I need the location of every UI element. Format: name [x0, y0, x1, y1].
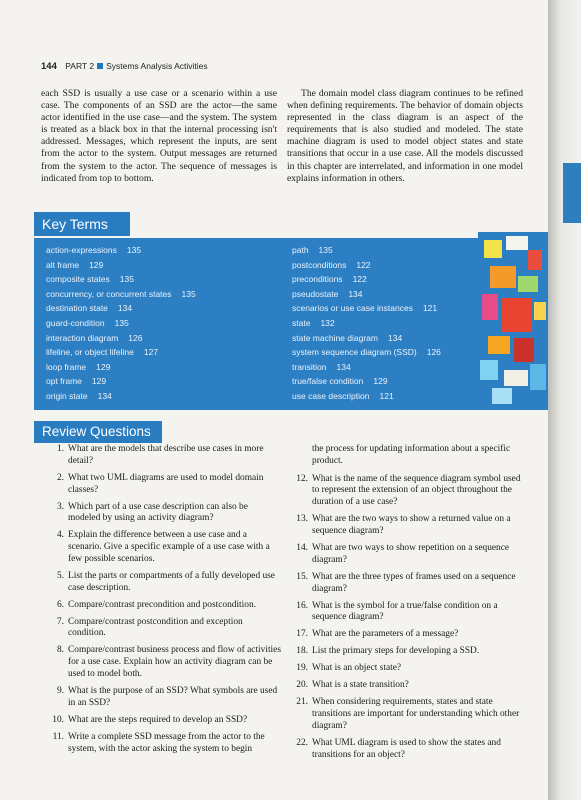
- key-term-item: [46, 301, 196, 316]
- review-question: [294, 601, 526, 625]
- key-term-page: 135: [119, 274, 134, 285]
- key-term: origin state: [46, 390, 88, 401]
- key-terms-list-right: [292, 243, 441, 404]
- key-term-item: [46, 360, 196, 375]
- key-term: postconditions: [292, 259, 347, 270]
- question-number: 4.: [56, 530, 64, 541]
- key-term-page: 135: [126, 245, 142, 255]
- question-text: What is a state transition?: [312, 680, 409, 691]
- key-term-item: [46, 243, 196, 258]
- running-header: [41, 61, 208, 72]
- key-term-item: [46, 389, 196, 404]
- key-term: alt frame: [46, 259, 80, 270]
- review-question: [50, 444, 282, 468]
- key-term-item: [292, 360, 441, 375]
- review-question: [294, 629, 526, 641]
- review-question: [50, 530, 282, 565]
- question-text: What is an object state?: [312, 663, 402, 674]
- question-text: What are the two ways to show a returned value on a sequence diagram?: [312, 514, 511, 536]
- question-number: 22.: [296, 737, 308, 748]
- key-term: concurrency, or concurrent states: [46, 288, 172, 299]
- question-number: 9.: [56, 686, 64, 697]
- question-text: What are two ways to show repetition on a sequence diagram?: [312, 542, 510, 565]
- question-text: What is the symbol for a true/false condition on a sequence diagram?: [312, 600, 498, 623]
- key-term-item: [292, 301, 441, 316]
- key-term-page: 122: [352, 274, 367, 285]
- question-text: What are the models that describe use cases in more detail?: [68, 444, 264, 466]
- question-number: 15.: [296, 571, 308, 582]
- question-text: What is the name of the sequence diagram symbol used to represent the extension of an object throughout the duration of a use case?: [312, 473, 521, 508]
- question-text: What two UML diagrams are used to model domain classes?: [68, 472, 264, 495]
- review-question: [50, 571, 282, 595]
- question-text: List the primary steps for developing a SSD.: [312, 646, 480, 657]
- question-number: 21.: [296, 697, 308, 708]
- key-term-page: 121: [379, 390, 394, 401]
- key-term-page: 121: [422, 303, 438, 314]
- key-term: guard-condition: [46, 317, 105, 328]
- key-term: loop frame: [46, 361, 87, 372]
- question-text: What UML diagram is used to show the states and transitions for an object?: [312, 737, 501, 760]
- key-term-page: 135: [114, 317, 129, 328]
- review-question: [50, 715, 282, 727]
- question-text: What is the purpose of an SSD? What symbols are used in an SSD?: [68, 686, 278, 708]
- facing-page-edge: [548, 0, 581, 800]
- key-term-page: 134: [97, 390, 112, 401]
- key-term-item: [292, 287, 441, 302]
- key-term-page: 132: [320, 317, 335, 328]
- key-term: scenarios or use case instances: [292, 303, 413, 314]
- review-question: [50, 502, 282, 526]
- review-question: [294, 738, 526, 762]
- review-question: [50, 732, 282, 756]
- review-question: [50, 645, 282, 680]
- page-number: 144: [41, 61, 57, 72]
- key-term-page: 134: [336, 361, 351, 372]
- review-question: [294, 646, 526, 658]
- key-term-page: 126: [426, 347, 441, 358]
- question-text: Which part of a use case description can also be modeled by using an activity diagram?: [68, 501, 248, 524]
- question-number: 17.: [296, 629, 308, 640]
- key-term-item: [292, 316, 441, 331]
- key-term-page: 129: [91, 376, 107, 387]
- review-questions-list-left: [50, 444, 282, 761]
- key-term-item: [292, 331, 441, 346]
- key-term-item: [292, 243, 441, 258]
- question-text: When considering requirements, states and state transitions are important for understanding which other diagram?: [312, 697, 520, 731]
- review-question: [50, 473, 282, 497]
- key-terms-list-left: [46, 243, 196, 404]
- review-question: [50, 617, 282, 641]
- question-number: 16.: [296, 600, 308, 611]
- review-questions-title: Review Questions: [34, 421, 162, 443]
- question-text: Compare/contrast postcondition and exception condition.: [68, 616, 243, 639]
- question-number: 6.: [56, 599, 64, 610]
- section-label: Systems Analysis Activities: [106, 61, 208, 71]
- question-number: 11.: [52, 731, 64, 742]
- key-term-item: [46, 258, 196, 273]
- key-term: state machine diagram: [292, 332, 378, 343]
- key-term: destination state: [46, 303, 108, 314]
- key-term-page: 122: [356, 259, 371, 270]
- key-term-item: [46, 331, 196, 346]
- question-text: What are the steps required to develop an SSD?: [68, 714, 248, 725]
- key-term-page: 135: [181, 288, 196, 299]
- key-term-page: 127: [143, 347, 159, 358]
- question-number: 13.: [296, 514, 308, 525]
- key-term: true/false condition: [292, 376, 364, 387]
- review-question: [294, 474, 526, 509]
- key-term-item: [292, 389, 441, 404]
- right-paragraph: The domain model class diagram continues to be refined when defining requirements. The behavior of domain objects represented in the class diagram is an aspect of the requirements that is also studied and modeled. The state machine diagram is used to model object states and state transitions that occur in a use case. All the models discussed in this chapter are interrelated, and information in one model explains information in others.: [287, 88, 523, 184]
- question-continuation: the process for updating information about a specific product.: [312, 444, 511, 466]
- question-text: List the parts or compartments of a fully developed use case description.: [68, 570, 275, 593]
- key-term: lifeline, or object lifeline: [46, 347, 134, 358]
- key-term: composite states: [46, 274, 110, 285]
- key-term-item: [292, 258, 441, 273]
- question-number: 12.: [296, 473, 308, 484]
- question-number: 8.: [56, 645, 64, 656]
- key-term-item: [46, 316, 196, 331]
- review-question: [294, 514, 526, 538]
- question-number: 20.: [296, 680, 308, 691]
- key-term-page: 134: [348, 288, 363, 299]
- key-term-item: [292, 345, 441, 360]
- decorative-mosaic-image: [478, 232, 548, 410]
- left-paragraph: each SSD is usually a use case or a scenario within a use case. The components of an SSD are the actor—the same actor identified in the use case—and the system. The system is treated as a black box in that the internal processing isn't addressed. Messages, which represent the inputs, are sent from the actor to the system. Output messages are returned from the system to the actor. The sequence of messages is indicated from top to bottom.: [41, 88, 277, 184]
- review-question: [50, 600, 282, 612]
- question-number: 7.: [56, 616, 64, 627]
- review-question: [294, 697, 526, 732]
- key-term: system sequence diagram (SSD): [292, 347, 417, 358]
- review-questions-list-right: [294, 444, 526, 767]
- key-term-page: 129: [89, 259, 104, 270]
- part-label: PART 2: [65, 61, 95, 71]
- key-term: pseudostate: [292, 288, 339, 299]
- question-text: Explain the difference between a use case and a scenario. Give a specific example of a use case with a few possible scenarios.: [68, 530, 270, 564]
- question-number: 18.: [296, 646, 308, 657]
- square-bullet-icon: [97, 63, 103, 69]
- key-term-page: 129: [96, 361, 111, 372]
- key-term-item: [46, 345, 196, 360]
- key-term: interaction diagram: [46, 332, 119, 343]
- key-term: state: [292, 317, 311, 328]
- key-term: opt frame: [46, 376, 82, 387]
- question-number: 19.: [296, 663, 308, 674]
- question-number: 14.: [296, 542, 308, 553]
- review-question: [294, 663, 526, 675]
- key-terms-title: Key Terms: [34, 212, 130, 236]
- key-term-item: [46, 287, 196, 302]
- review-question: [294, 543, 526, 567]
- key-term-item: [46, 374, 196, 389]
- key-term-page: 129: [373, 376, 388, 387]
- question-number: 1.: [56, 444, 64, 454]
- review-question: [294, 680, 526, 692]
- review-question: [50, 686, 282, 710]
- question-number: 2.: [56, 472, 64, 483]
- question-number: 3.: [56, 501, 64, 512]
- question-text: What are the three types of frames used on a sequence diagram?: [312, 571, 516, 594]
- key-term-page: 134: [388, 332, 403, 343]
- key-term: transition: [292, 361, 327, 372]
- review-question: [294, 572, 526, 596]
- key-term: action-expressions: [46, 245, 117, 255]
- key-term: preconditions: [292, 274, 343, 285]
- key-terms-section: [34, 212, 548, 410]
- key-term-page: 135: [318, 245, 333, 255]
- question-text: Compare/contrast precondition and postcondition.: [68, 599, 256, 610]
- question-number: 10.: [52, 714, 64, 725]
- key-term: path: [292, 245, 309, 255]
- question-number: 5.: [56, 570, 64, 581]
- facing-page-tab: [563, 163, 581, 223]
- key-term-item: [46, 272, 196, 287]
- key-term-item: [292, 272, 441, 287]
- key-term-item: [292, 374, 441, 389]
- key-term: use case description: [292, 390, 370, 401]
- question-text: What are the parameters of a message?: [312, 629, 459, 640]
- key-term-page: 134: [117, 303, 133, 314]
- question-text: Write a complete SSD message from the actor to the system, with the actor asking the system to begin: [68, 731, 265, 754]
- key-term-page: 126: [128, 332, 143, 343]
- question-text: Compare/contrast business process and flow of activities for a use case. Explain how an activity diagram can be used to model both.: [68, 645, 281, 680]
